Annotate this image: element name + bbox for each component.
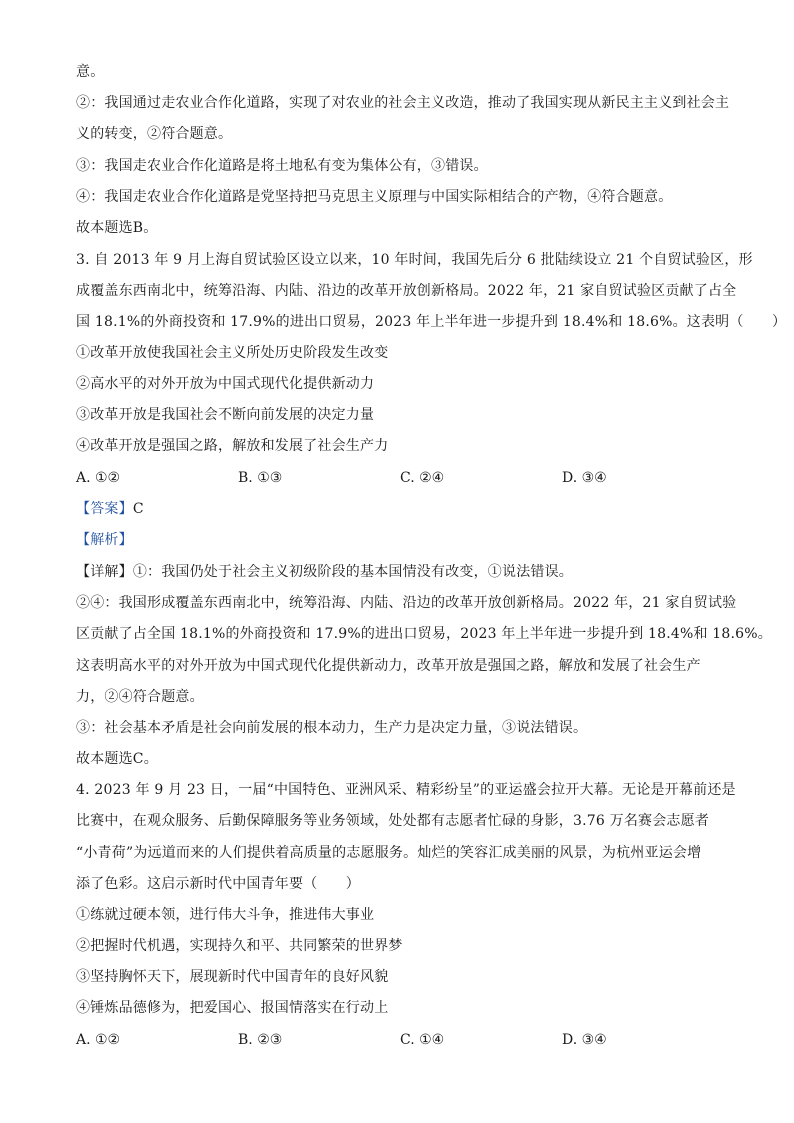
- analysis-tag: 【解析】: [76, 532, 133, 548]
- q4-statement-3: ③坚持胸怀天下，展现新时代中国青年的良好风貌: [76, 969, 389, 985]
- q3-statement-3: ③改革开放是我国社会不断向前发展的决定力量: [76, 407, 375, 423]
- q3-option-a: A. ①②: [76, 470, 121, 486]
- q3-option-b: B. ①③: [238, 470, 283, 486]
- q3-statement-1: ①改革开放使我国社会主义所处历史阶段发生改变: [76, 345, 389, 361]
- q3-detail-line3: 区贡献了占全国 18.1%的外商投资和 17.9%的进出口贸易，2023 年上半年进一步提升到 18.4%和 18.6%。: [76, 626, 772, 642]
- q4-statement-1: ①练就过硬本领，进行伟大斗争，推进伟大事业: [76, 907, 375, 923]
- detail-tag: 【详解】: [76, 564, 133, 580]
- q3-option-c: C. ②④: [400, 470, 445, 486]
- answer-value: C: [132, 501, 144, 517]
- answer-tag: 【答案】: [76, 501, 133, 517]
- q3-detail-line2: ②④：我国形成覆盖东西南北中，统筹沿海、内陆、沿边的改革开放创新格局。2022 年，21 家自贸试验: [76, 595, 737, 611]
- q4-stem-line2: 比赛中，在观众服务、后勤保障服务等业务领域，处处都有志愿者忙碌的身影，3.76 万名赛会志愿者: [76, 813, 710, 829]
- q4-option-b: B. ②③: [238, 1032, 283, 1048]
- q4-stem-line1: 4. 2023 年 9 月 23 日，一届“中国特色、亚洲风采、精彩纷呈”的亚运盛会拉开大幕。无论是开幕前还是: [76, 782, 736, 798]
- q3-detail-line6: ③：社会基本矛盾是社会向前发展的根本动力，生产力是决定力量，③说法错误。: [76, 720, 588, 736]
- q4-option-c: C. ①④: [400, 1032, 445, 1048]
- q3-stem-line2: 成覆盖东西南北中，统筹沿海、内陆、沿边的改革开放创新格局。2022 年，21 家自贸试验区贡献了占全: [76, 283, 737, 299]
- q3-statement-2: ②高水平的对外开放为中国式现代化提供新动力: [76, 376, 375, 392]
- q2-item4: ④：我国走农业合作化道路是党坚持把马克思主义原理与中国实际相结合的产物，④符合题意。: [76, 189, 673, 205]
- q4-option-d: D. ③④: [562, 1032, 607, 1048]
- q4-stem-line4: 添了色彩。这启示新时代中国青年要（ ）: [76, 876, 360, 892]
- q3-detail-line5: 力，②④符合题意。: [76, 689, 204, 705]
- q3-analysis-tag: [76, 530, 133, 550]
- q3-statement-4: ④改革开放是强国之路，解放和发展了社会生产力: [76, 438, 389, 454]
- q2-item3: ③：我国走农业合作化道路是将土地私有变为集体公有，③错误。: [76, 158, 488, 174]
- q4-statement-4: ④锤炼品德修为，把爱国心、报国情落实在行动上: [76, 1000, 389, 1016]
- q2-conclusion: 故本题选B。: [76, 220, 158, 236]
- detail-text-1: ①：我国仍处于社会主义初级阶段的基本国情没有改变，①说法错误。: [132, 564, 574, 580]
- q3-conclusion: 故本题选C。: [76, 751, 158, 767]
- q3-stem-line1: 3. 自 2013 年 9 月上海自贸试验区设立以来，10 年时间，我国先后分 6 批陆续设立 21 个自贸试验区，形: [76, 252, 753, 268]
- q3-option-d: D. ③④: [562, 470, 607, 486]
- q3-stem-line3: 国 18.1%的外商投资和 17.9%的进出口贸易，2023 年上半年进一步提升到 18.4%和 18.6%。这表明（ ）: [76, 314, 787, 330]
- q4-option-a: A. ①②: [76, 1032, 121, 1048]
- q2-item2-line2: 义的转变，②符合题意。: [76, 126, 233, 142]
- q3-detail-line4: 这表明高水平的对外开放为中国式现代化提供新动力，改革开放是强国之路，解放和发展了社会生产: [76, 658, 701, 674]
- q4-stem-line3: “小青荷”为远道而来的人们提供着高质量的志愿服务。灿烂的笑容汇成美丽的风景，为杭州亚运会增: [76, 845, 702, 861]
- q3-answer-line: [76, 499, 144, 519]
- q2-tail-line: 意。: [76, 64, 105, 80]
- q4-statement-2: ②把握时代机遇，实现持久和平、共同繁荣的世界梦: [76, 938, 403, 954]
- q2-item2-line1: ②：我国通过走农业合作化道路，实现了对农业的社会主义改造，推动了我国实现从新民主主义到社会主: [76, 95, 730, 111]
- q3-detail-line1: [76, 562, 573, 582]
